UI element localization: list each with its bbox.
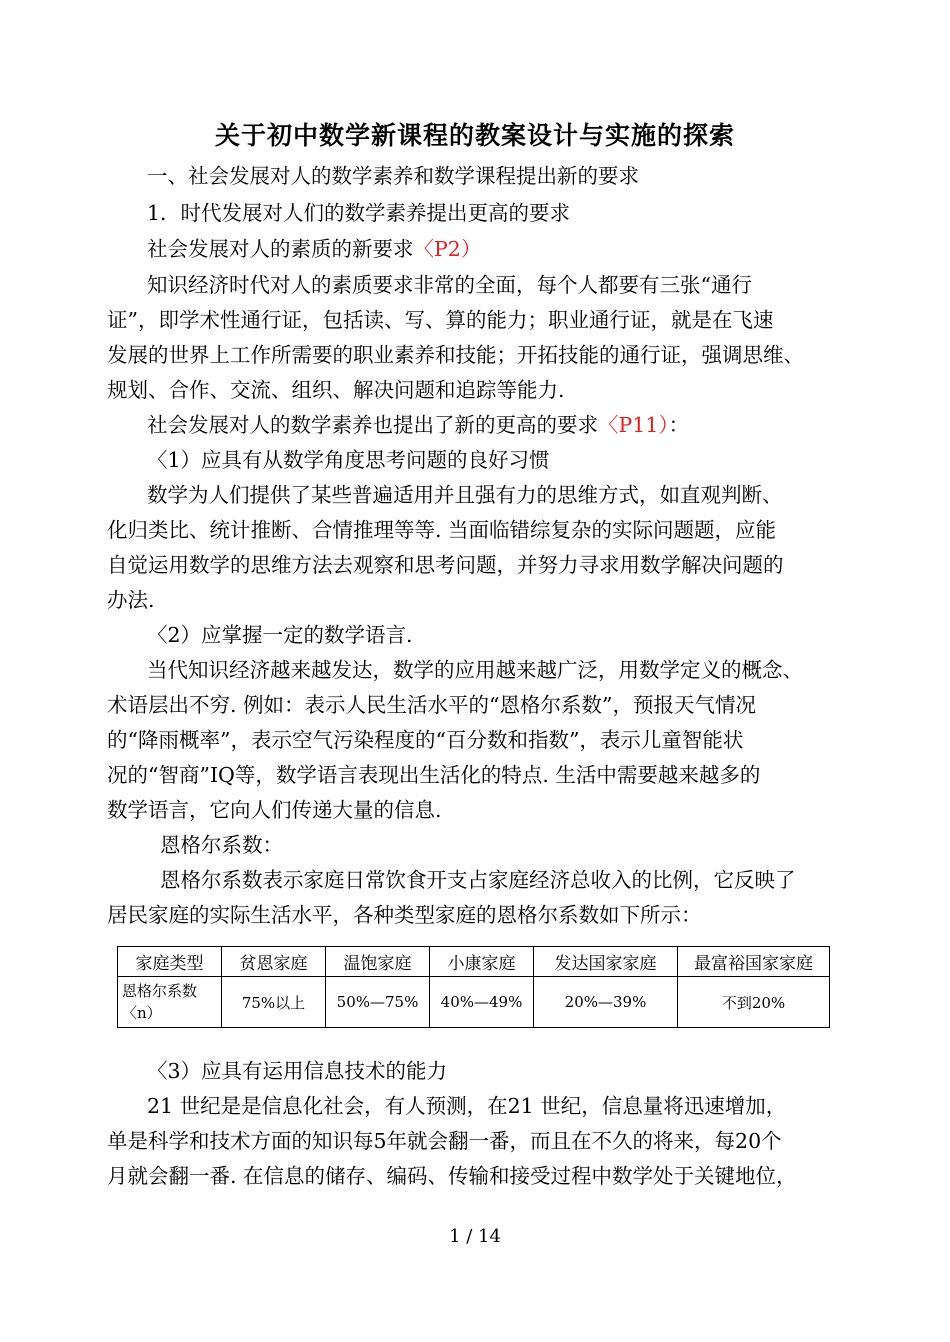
- paragraph-line: [147, 411, 689, 439]
- table-header-row: [118, 947, 830, 977]
- paragraph-line: 术语层出不穷. 例如：表示人民生活水平的“恩格尔系数”，预报天气情况: [107, 693, 756, 717]
- paragraph-line: 知识经济时代对人的素质要求非常的全面，每个人都要有三张“通行: [147, 273, 752, 297]
- paragraph-line: 办法.: [107, 588, 155, 612]
- paragraph-line: 发展的世界上工作所需要的职业素养和技能；开拓技能的通行证，强调思维、: [107, 343, 804, 367]
- paragraph-line: 居民家庭的实际生活水平，各种类型家庭的恩格尔系数如下所示：: [107, 903, 702, 927]
- table-cell: 不到20%: [678, 977, 830, 1028]
- text-span: ：: [668, 413, 690, 437]
- list-item-heading: 〈2）应掌握一定的数学语言.: [147, 623, 413, 647]
- page-reference: 〈P2）: [413, 237, 482, 261]
- paragraph-line: [147, 235, 481, 263]
- table-cell: 20%—39%: [534, 977, 678, 1028]
- list-item-heading: 〈1）应具有从数学角度思考问题的良好习惯: [147, 448, 550, 472]
- paragraph-line: 规划、合作、交流、组织、解决问题和追踪等能力.: [107, 378, 565, 402]
- subsection-heading: 1．时代发展对人们的数学素养提出更高的要求: [147, 201, 571, 225]
- table-cell: 40%—49%: [430, 977, 534, 1028]
- table-cell: 50%—75%: [326, 977, 430, 1028]
- text-span: 社会发展对人的素质的新要求: [147, 237, 414, 261]
- table-header-cell: 贫恩家庭: [222, 947, 326, 977]
- paragraph-line: 当代知识经济越来越发达，数学的应用越来越广泛，用数学定义的概念、: [147, 658, 803, 682]
- paragraph-line: 恩格尔系数：: [160, 833, 283, 857]
- paragraph-line: 自觉运用数学的思维方法去观察和思考问题，并努力寻求用数学解决问题的: [107, 553, 784, 577]
- table-cell: 75%以上: [222, 977, 326, 1028]
- paragraph-line: 况的“智商”IQ等，数学语言表现出生活化的特点. 生活中需要越来越多的: [107, 763, 761, 787]
- table-header-cell: 发达国家家庭: [534, 947, 678, 977]
- table-header-cell: 家庭类型: [118, 947, 222, 977]
- document-title: 关于初中数学新课程的教案设计与实施的探索: [214, 121, 735, 150]
- table-header-cell: 最富裕国家家庭: [678, 947, 830, 977]
- paragraph-line: 月就会翻一番. 在信息的储存、编码、传输和接受过程中数学处于关键地位，: [107, 1164, 797, 1188]
- list-item-heading: 〈3）应具有运用信息技术的能力: [147, 1059, 448, 1083]
- paragraph-line: 单是科学和技术方面的知识每5年就会翻一番，而且在不久的将来，每20个: [107, 1129, 782, 1153]
- text-span: 社会发展对人的数学素养也提出了新的更高的要求: [147, 413, 598, 437]
- table-header-cell: 小康家庭: [430, 947, 534, 977]
- page-reference: 〈P11）: [598, 413, 669, 437]
- table-row-label: 恩格尔系数〈n）: [118, 977, 222, 1028]
- paragraph-line: 数学语言，它向人们传递大量的信息.: [107, 798, 442, 822]
- page-number: 1 / 14: [449, 1226, 501, 1247]
- table-header-cell: 温饱家庭: [326, 947, 430, 977]
- paragraph-line: 的“降雨概率”，表示空气污染程度的“百分数和指数”，表示儿童智能状: [107, 728, 744, 752]
- paragraph-line: 化归类比、统计推断、合情推理等等. 当面临错综复杂的实际问题题，应能: [107, 518, 777, 542]
- paragraph-line: 恩格尔系数表示家庭日常饮食开支占家庭经济总收入的比例，它反映了: [160, 868, 796, 892]
- engel-coefficient-table: [117, 946, 830, 1028]
- paragraph-line: 证”，即学术性通行证，包括读、写、算的能力；职业通行证，就是在飞速: [107, 308, 774, 332]
- section-heading: 一、社会发展对人的数学素养和数学课程提出新的要求: [147, 164, 639, 188]
- paragraph-line: 数学为人们提供了某些普遍适用并且强有力的思维方式，如直观判断、: [147, 483, 783, 507]
- table-row: [118, 977, 830, 1028]
- paragraph-line: 21 世纪是是信息化社会，有人预测，在21 世纪，信息量将迅速增加，: [147, 1094, 787, 1118]
